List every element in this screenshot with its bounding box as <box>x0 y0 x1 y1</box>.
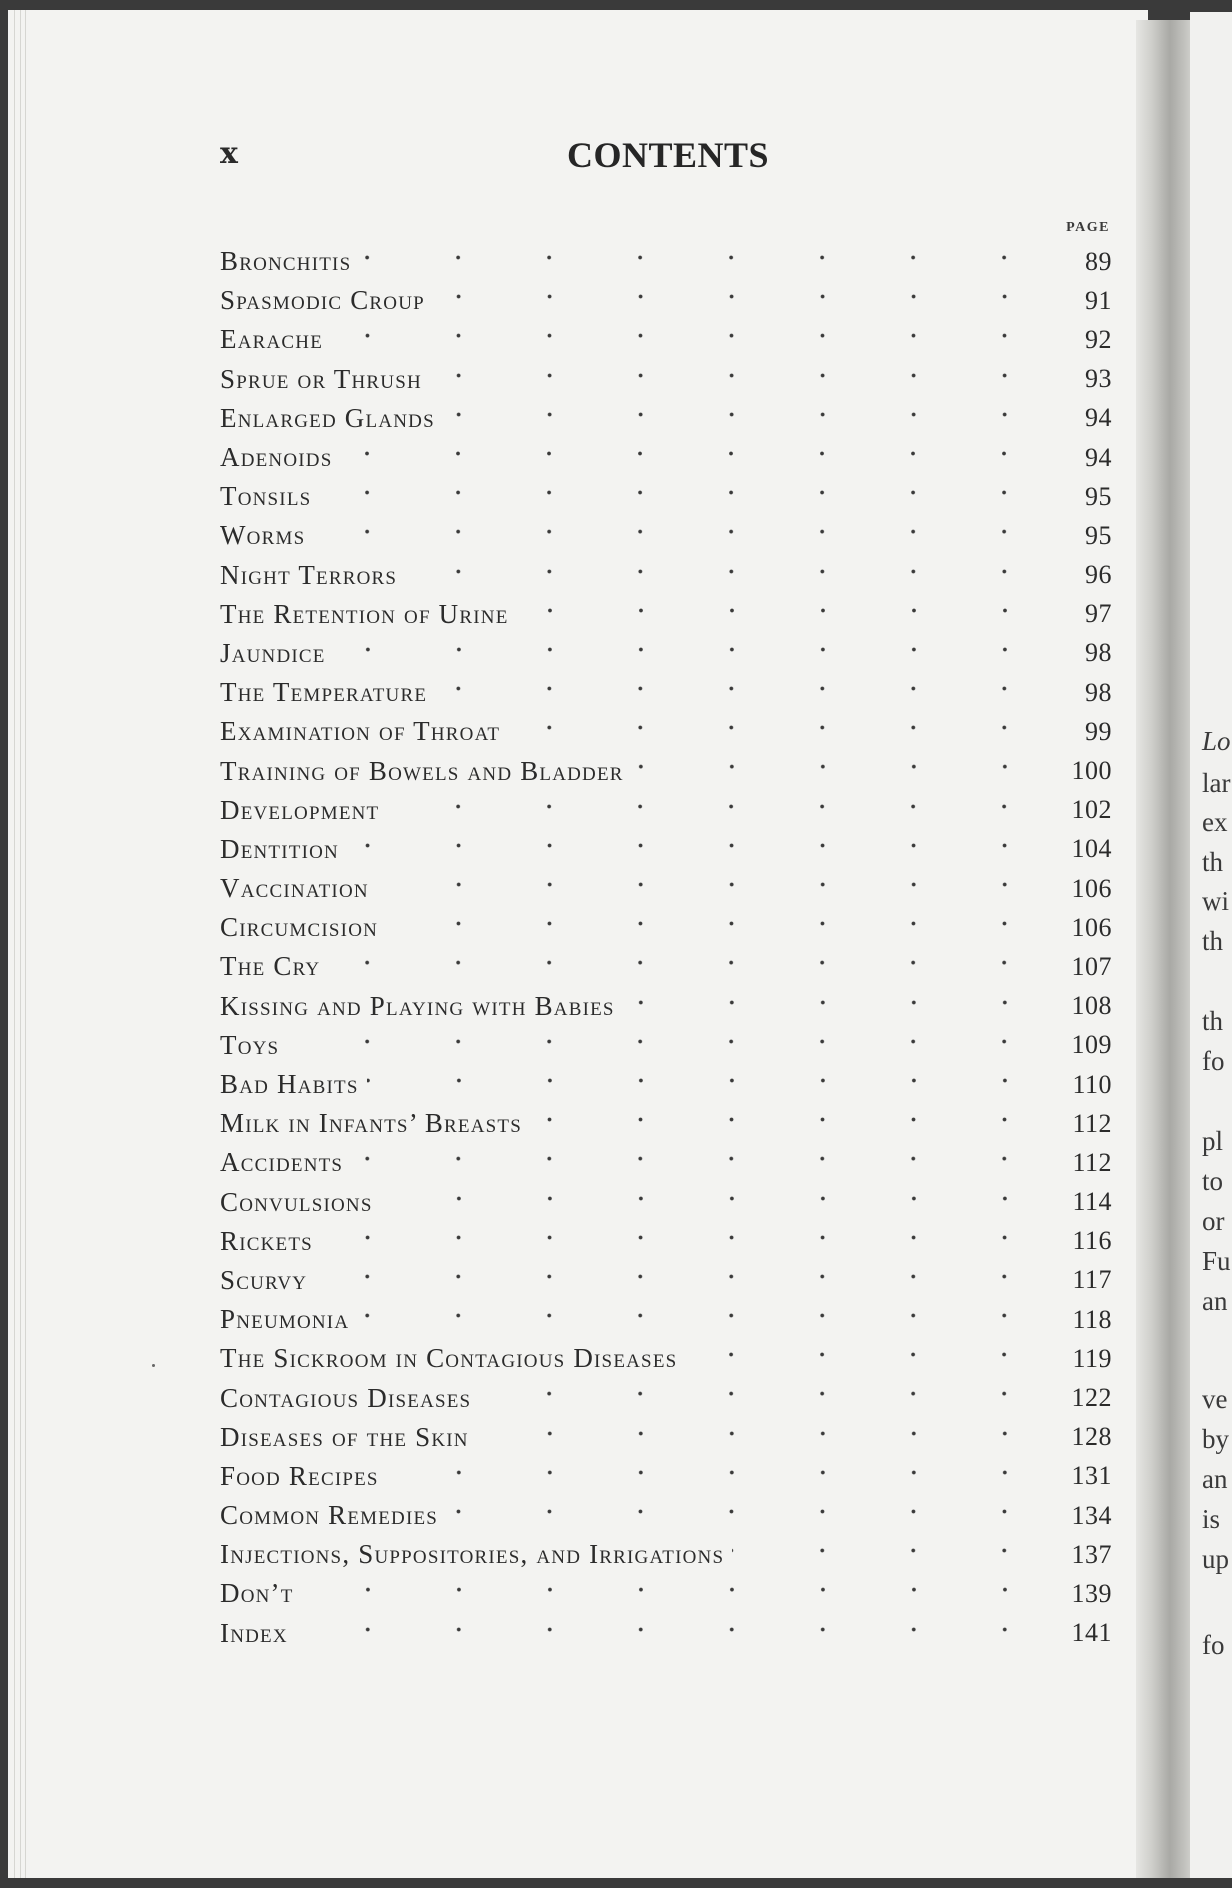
toc-entry <box>220 320 1112 359</box>
toc-entry-title: Sprue or Thrush <box>220 364 430 395</box>
toc-entry-page: 110 <box>1072 1069 1112 1099</box>
toc-entry-title: Adenoids <box>220 442 340 473</box>
toc-entry-title: Injections, Suppositories, and Irrigations <box>220 1539 732 1570</box>
toc-entry-title: Scurvy <box>220 1265 315 1296</box>
dot-leader <box>387 791 1050 822</box>
toc-entry-page: 93 <box>1085 364 1112 394</box>
binding-line <box>14 10 15 1878</box>
right-page-text-fragment: an <box>1202 1464 1228 1494</box>
toc-entry-page: 89 <box>1085 246 1112 276</box>
toc-entry-page: 98 <box>1085 677 1112 707</box>
page-title: CONTENTS <box>566 135 770 175</box>
right-page-text-fragment: up <box>1202 1544 1229 1574</box>
right-page-text-fragment: Fu <box>1202 1246 1231 1276</box>
toc-entry-page: 128 <box>1071 1422 1112 1452</box>
toc-entry <box>220 1026 1112 1065</box>
toc-entry-title: Don’t <box>220 1578 302 1609</box>
dot-leader <box>433 281 1050 312</box>
toc-entry-page: 97 <box>1085 599 1112 629</box>
stray-ink-mark <box>152 1364 155 1367</box>
toc-entry-title: Milk in Infants’ Breasts <box>220 1108 530 1139</box>
page-column-label: PAGE <box>1066 220 1110 235</box>
right-page-text-fragment: lar <box>1202 768 1231 798</box>
toc-entry-title: Bad Habits <box>220 1069 367 1100</box>
dot-leader <box>446 1496 1050 1527</box>
dot-leader <box>387 1457 1050 1488</box>
right-page-text-fragment: an <box>1202 1286 1228 1316</box>
toc-entry-page: 134 <box>1071 1500 1112 1530</box>
right-page-text-fragment: fo <box>1202 1046 1225 1076</box>
toc-entry <box>220 1261 1112 1300</box>
right-page <box>1190 12 1232 1878</box>
right-page-text-fragment: th <box>1202 847 1224 877</box>
dot-leader <box>296 1614 1050 1645</box>
toc-entry-title: The Cry <box>220 951 328 982</box>
toc-entry-page: 106 <box>1071 873 1112 903</box>
toc-entry-title: Worms <box>220 520 313 551</box>
toc-entry-page: 104 <box>1071 834 1112 864</box>
toc-entry-title: Bronchitis <box>220 246 359 277</box>
toc-entry <box>220 556 1112 595</box>
dot-leader <box>319 477 1050 508</box>
dot-leader <box>732 1535 1050 1566</box>
dot-leader <box>315 1261 1050 1292</box>
toc-entry <box>220 1104 1112 1143</box>
toc-entry <box>220 673 1112 712</box>
toc-entry-title: The Retention of Urine <box>220 599 517 630</box>
dot-leader <box>386 908 1050 939</box>
toc-entry-page: 94 <box>1085 442 1112 472</box>
page-number: x <box>220 136 238 171</box>
left-page <box>8 10 1148 1878</box>
toc-entry-page: 117 <box>1072 1265 1112 1295</box>
right-page-text-fragment: or <box>1202 1206 1225 1236</box>
toc-entry <box>220 1183 1112 1222</box>
dot-leader <box>331 320 1050 351</box>
toc-entry <box>220 1065 1112 1104</box>
toc-entry-page: 95 <box>1085 481 1112 511</box>
toc-entry-page: 92 <box>1085 324 1112 354</box>
right-page-text-fragment: by <box>1202 1424 1229 1454</box>
toc-entry-page: 122 <box>1071 1383 1112 1413</box>
toc-entry <box>220 516 1112 555</box>
toc-entry-page: 108 <box>1071 991 1112 1021</box>
toc-entry <box>220 634 1112 673</box>
toc-entry-title: Index <box>220 1618 296 1649</box>
dot-leader <box>517 595 1050 626</box>
toc-entry-title: The Sickroom in Contagious Diseases <box>220 1343 685 1374</box>
dot-leader <box>334 634 1050 665</box>
toc-entry-page: 106 <box>1071 912 1112 942</box>
toc-entry-page: 102 <box>1071 795 1112 825</box>
toc-entry-page: 100 <box>1071 756 1112 786</box>
dot-leader <box>430 360 1050 391</box>
dot-leader <box>357 1300 1050 1331</box>
dot-leader <box>351 1143 1050 1174</box>
toc-entry-title: Convulsions <box>220 1187 381 1218</box>
toc-entry-title: Enlarged Glands <box>220 403 443 434</box>
toc-entry-title: Contagious Diseases <box>220 1383 479 1414</box>
toc-entry <box>220 1222 1112 1261</box>
dot-leader <box>405 556 1050 587</box>
toc-entry-page: 112 <box>1072 1147 1112 1177</box>
dot-leader <box>685 1339 1050 1370</box>
toc-entry-title: Development <box>220 795 387 826</box>
toc-entry-title: Jaundice <box>220 638 334 669</box>
toc-entry <box>220 908 1112 947</box>
dot-leader <box>477 1418 1050 1449</box>
toc-entry-page: 118 <box>1072 1304 1112 1334</box>
toc-entry <box>220 712 1112 751</box>
toc-entry-title: Earache <box>220 324 331 355</box>
dot-leader <box>328 947 1050 978</box>
toc-entry-page: 119 <box>1072 1343 1112 1373</box>
dot-leader <box>530 1104 1050 1135</box>
dot-leader <box>340 438 1050 469</box>
dot-leader <box>381 1183 1050 1214</box>
right-page-text-fragment: is <box>1202 1504 1221 1534</box>
toc-entry <box>220 595 1112 634</box>
dot-leader <box>443 399 1050 430</box>
toc-entry <box>220 751 1112 790</box>
toc-entry-page: 114 <box>1072 1187 1112 1217</box>
toc-entry-page: 116 <box>1072 1226 1112 1256</box>
toc-entry-title: Dentition <box>220 834 347 865</box>
toc-entry <box>220 1496 1112 1535</box>
binding-line <box>20 10 21 1878</box>
toc-entry <box>220 1378 1112 1417</box>
dot-leader <box>632 751 1050 782</box>
toc-entry-title: Food Recipes <box>220 1461 387 1492</box>
toc-entry-title: Examination of Throat <box>220 716 508 747</box>
dot-leader <box>367 1065 1050 1096</box>
toc-entry-title: Common Remedies <box>220 1500 446 1531</box>
toc-entry-title: Vaccination <box>220 873 377 904</box>
toc-entry <box>220 1143 1112 1182</box>
toc-entry-page: 96 <box>1085 560 1112 590</box>
toc-entry <box>220 947 1112 986</box>
toc-entry-page: 95 <box>1085 520 1112 550</box>
toc-entry-title: Kissing and Playing with Babies <box>220 991 623 1022</box>
dot-leader <box>347 830 1050 861</box>
toc-entry-page: 94 <box>1085 403 1112 433</box>
dot-leader <box>359 242 1050 273</box>
toc-entry-page: 91 <box>1085 285 1112 315</box>
right-page-text-fragment: ve <box>1202 1384 1228 1414</box>
book-gutter <box>1136 20 1198 1878</box>
toc-entry <box>220 1457 1112 1496</box>
toc-entry <box>220 477 1112 516</box>
dot-leader <box>623 987 1050 1018</box>
toc-entry-title: Rickets <box>220 1226 321 1257</box>
right-page-text-fragment: fo <box>1202 1630 1225 1660</box>
toc-entry-title: Toys <box>220 1030 287 1061</box>
toc-entry <box>220 1535 1112 1574</box>
right-page-text-fragment: th <box>1202 926 1224 956</box>
dot-leader <box>508 712 1050 743</box>
toc-entry-page: 112 <box>1072 1108 1112 1138</box>
binding-line <box>25 10 26 1878</box>
toc-entry-title: Night Terrors <box>220 560 405 591</box>
toc-entry-page: 109 <box>1071 1030 1112 1060</box>
right-page-text-fragment: pl <box>1202 1126 1224 1156</box>
dot-leader <box>321 1222 1050 1253</box>
right-page-text-fragment: ex <box>1202 807 1228 837</box>
dot-leader <box>479 1378 1050 1409</box>
toc-entry <box>220 360 1112 399</box>
toc-entry-title: The Temperature <box>220 677 435 708</box>
toc-entry <box>220 242 1112 281</box>
toc-entry <box>220 399 1112 438</box>
dot-leader <box>302 1574 1050 1605</box>
right-page-text-fragment: to <box>1202 1166 1224 1196</box>
toc-entry <box>220 1339 1112 1378</box>
toc-entry <box>220 830 1112 869</box>
toc-entry <box>220 1614 1112 1653</box>
toc-entry-page: 137 <box>1071 1539 1112 1569</box>
toc-entry-page: 141 <box>1071 1618 1112 1648</box>
toc-entry <box>220 987 1112 1026</box>
right-page-text-fragment: wi <box>1202 886 1229 916</box>
toc-entry-page: 98 <box>1085 638 1112 668</box>
toc-entry <box>220 1574 1112 1613</box>
toc-entry-title: Diseases of the Skin <box>220 1422 477 1453</box>
toc-entry-page: 107 <box>1071 951 1112 981</box>
toc-entry-title: Tonsils <box>220 481 319 512</box>
contents-list <box>220 242 1112 1653</box>
toc-entry-title: Accidents <box>220 1147 351 1178</box>
dot-leader <box>435 673 1050 704</box>
toc-entry <box>220 1300 1112 1339</box>
toc-entry-title: Spasmodic Croup <box>220 285 433 316</box>
toc-entry <box>220 438 1112 477</box>
right-page-text-fragment: Lo <box>1202 726 1231 756</box>
toc-entry-page: 99 <box>1085 716 1112 746</box>
toc-entry <box>220 791 1112 830</box>
toc-entry-page: 139 <box>1071 1578 1112 1608</box>
right-page-text-fragment: th <box>1202 1006 1224 1036</box>
toc-entry-title: Circumcision <box>220 912 386 943</box>
toc-entry <box>220 1418 1112 1457</box>
toc-entry-page: 131 <box>1071 1461 1112 1491</box>
toc-entry <box>220 281 1112 320</box>
dot-leader <box>313 516 1050 547</box>
toc-entry <box>220 869 1112 908</box>
dot-leader <box>377 869 1050 900</box>
toc-entry-title: Pneumonia <box>220 1304 357 1335</box>
toc-entry-title: Training of Bowels and Bladder <box>220 756 632 787</box>
dot-leader <box>287 1026 1050 1057</box>
